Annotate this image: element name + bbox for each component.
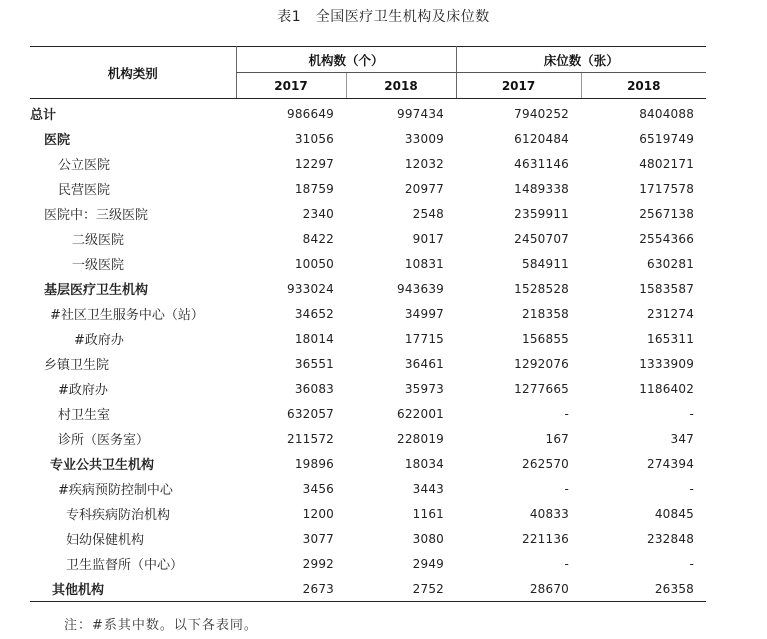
table-row (30, 451, 706, 476)
header-year: 2017 (236, 73, 346, 99)
row-label: 基层医疗卫生机构 (44, 283, 149, 298)
table-row (30, 226, 706, 251)
cell-value: 1489338 (514, 181, 570, 196)
table-row (30, 476, 706, 501)
cell-value: 3443 (412, 481, 445, 496)
header-year: 2017 (456, 73, 581, 99)
cell-value: 1292076 (514, 356, 570, 371)
cell-value: - (689, 556, 695, 571)
cell-value: 156855 (522, 331, 570, 346)
cell-value: 2548 (412, 206, 445, 221)
header-category: 机构类别 (30, 47, 236, 99)
cell-value: 1528528 (514, 281, 570, 296)
row-label: 诊所（医务室） (58, 433, 150, 448)
cell-value: 8404088 (639, 106, 695, 121)
cell-value: 7940252 (514, 106, 570, 121)
cell-value: 1717578 (639, 181, 695, 196)
cell-value: 10831 (404, 256, 445, 271)
cell-value: 2992 (302, 556, 334, 571)
header-institution-count: 机构数（个） (236, 47, 456, 73)
table-row (30, 276, 706, 301)
row-label: 其他机构 (30, 576, 236, 602)
cell-value: - (689, 406, 695, 421)
table-row (30, 251, 706, 276)
cell-value: 584911 (522, 256, 570, 271)
cell-value: 12032 (404, 156, 445, 171)
table-row (30, 151, 706, 176)
row-label: #政府办 (58, 383, 108, 398)
cell-value: - (564, 481, 570, 496)
table-row (30, 401, 706, 426)
cell-value: 997434 (397, 106, 445, 121)
cell-value: 218358 (522, 306, 570, 321)
cell-value: 2359911 (514, 206, 570, 221)
cell-value: 6120484 (514, 131, 570, 146)
cell-value: 2673 (236, 576, 346, 602)
table-row (30, 576, 706, 602)
cell-value: 33009 (404, 131, 445, 146)
cell-value: 2949 (412, 556, 445, 571)
cell-value: 2567138 (639, 206, 695, 221)
row-label: #政府办 (74, 333, 124, 348)
row-label: 乡镇卫生院 (44, 358, 110, 373)
cell-value: - (689, 481, 695, 496)
row-label: #社区卫生服务中心（站） (50, 308, 204, 323)
cell-value: 165311 (647, 331, 695, 346)
cell-value: 262570 (522, 456, 570, 471)
cell-value: 2450707 (514, 231, 570, 246)
cell-value: 630281 (647, 256, 695, 271)
table-row (30, 126, 706, 151)
cell-value: 347 (670, 431, 695, 446)
cell-value: 2340 (302, 206, 334, 221)
table-title: 表1 全国医疗卫生机构及床位数 (277, 9, 490, 25)
table-row (30, 301, 706, 326)
cell-value: 36083 (294, 381, 334, 396)
row-label: 民营医院 (58, 183, 111, 198)
cell-value: 19896 (294, 456, 334, 471)
cell-value: 3080 (412, 531, 445, 546)
cell-value: 9017 (412, 231, 445, 246)
cell-value: 1277665 (514, 381, 570, 396)
table-row (30, 176, 706, 201)
table-row (30, 426, 706, 451)
cell-value: 274394 (647, 456, 695, 471)
cell-value: 622001 (397, 406, 445, 421)
cell-value: 17715 (404, 331, 445, 346)
table-header (30, 47, 706, 99)
table-row (30, 326, 706, 351)
cell-value: 232848 (647, 531, 695, 546)
cell-value: 221136 (522, 531, 570, 546)
cell-value: 3456 (302, 481, 334, 496)
cell-value: 34997 (404, 306, 445, 321)
row-label: 专业公共卫生机构 (50, 458, 155, 473)
cell-value: 4631146 (514, 156, 570, 171)
header-bed-count: 床位数（张） (456, 47, 706, 73)
cell-value: 1583587 (639, 281, 695, 296)
cell-value: 40845 (654, 506, 695, 521)
cell-value: 167 (545, 431, 570, 446)
row-label: 专科疾病防治机构 (66, 508, 171, 523)
cell-value: 34652 (294, 306, 334, 321)
row-label: 一级医院 (72, 258, 125, 273)
cell-value: 211572 (286, 431, 334, 446)
table-row (30, 501, 706, 526)
cell-value: 28670 (456, 576, 581, 602)
cell-value: 6519749 (639, 131, 695, 146)
row-label: 村卫生室 (58, 408, 111, 423)
table-row (30, 99, 706, 127)
cell-value: - (564, 556, 570, 571)
table-row (30, 201, 706, 226)
row-label: 妇幼保健机构 (66, 533, 145, 548)
table-row (30, 376, 706, 401)
cell-value: 228019 (397, 431, 445, 446)
cell-value: 986649 (286, 106, 334, 121)
statistics-table (30, 46, 706, 602)
cell-value: 3077 (302, 531, 334, 546)
cell-value: 8422 (302, 231, 334, 246)
cell-value: 18034 (404, 456, 445, 471)
table-row (30, 551, 706, 576)
cell-value: 2752 (346, 576, 456, 602)
row-label: 二级医院 (72, 233, 125, 248)
cell-value: 18014 (294, 331, 334, 346)
cell-value: 36551 (294, 356, 334, 371)
cell-value: 10050 (294, 256, 334, 271)
footnote: 注：#系其中数。以下各表同。 (64, 618, 258, 633)
row-label: 医院 (44, 133, 71, 148)
row-label: #疾病预防控制中心 (58, 483, 173, 498)
cell-value: 1333909 (639, 356, 695, 371)
table-row (30, 351, 706, 376)
cell-value: 1200 (302, 506, 334, 521)
cell-value: 943639 (397, 281, 445, 296)
row-label: 医院中：三级医院 (44, 208, 149, 223)
cell-value: 1161 (412, 506, 445, 521)
cell-value: 26358 (581, 576, 706, 602)
cell-value: 231274 (647, 306, 695, 321)
cell-value: - (564, 406, 570, 421)
cell-value: 36461 (404, 356, 445, 371)
header-year: 2018 (581, 73, 706, 99)
cell-value: 12297 (294, 156, 334, 171)
cell-value: 632057 (286, 406, 334, 421)
cell-value: 18759 (294, 181, 334, 196)
cell-value: 2554366 (639, 231, 695, 246)
row-label: 总计 (30, 108, 57, 123)
cell-value: 4802171 (639, 156, 695, 171)
table-body (30, 99, 706, 602)
row-label: 卫生监督所（中心） (66, 558, 184, 573)
header-year: 2018 (346, 73, 456, 99)
cell-value: 933024 (286, 281, 334, 296)
cell-value: 31056 (294, 131, 334, 146)
cell-value: 40833 (529, 506, 570, 521)
cell-value: 1186402 (639, 381, 695, 396)
row-label: 公立医院 (58, 158, 111, 173)
cell-value: 35973 (404, 381, 445, 396)
table-row (30, 526, 706, 551)
cell-value: 20977 (404, 181, 445, 196)
